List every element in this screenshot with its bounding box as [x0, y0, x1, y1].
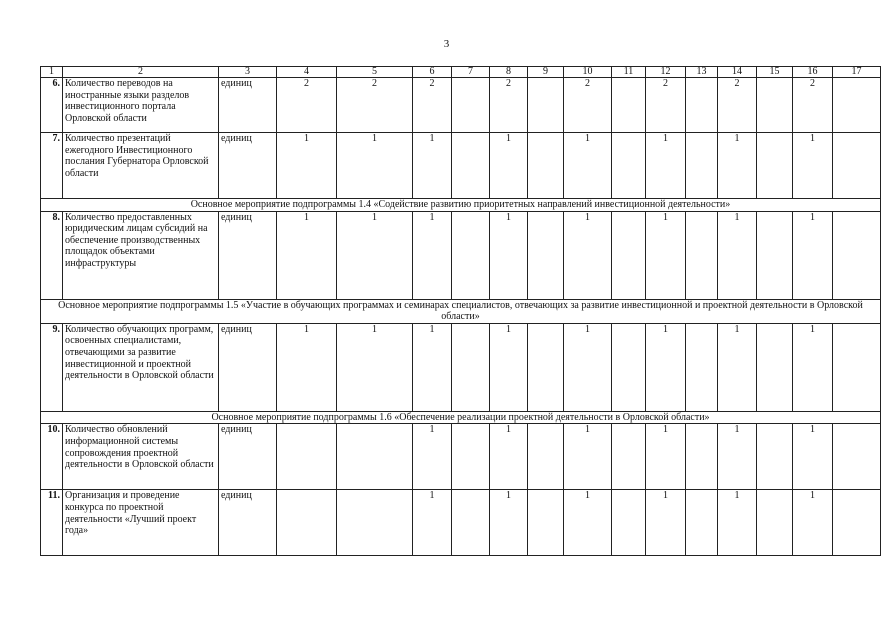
- indicator-name: Количество предоставленных юридическим лицам субсидий на обеспечение производственных площадок объектами инфраструктуры: [63, 211, 219, 299]
- value-cell: 1: [337, 211, 413, 299]
- indicator-name: Организация и проведение конкурса по проектной деятельности «Лучший проект года»: [63, 490, 219, 556]
- value-cell: 2: [564, 78, 612, 133]
- value-cell: 2: [337, 78, 413, 133]
- row-number: 7.: [41, 133, 63, 199]
- value-cell: 1: [413, 133, 452, 199]
- value-cell: 1: [564, 424, 612, 490]
- value-cell: [757, 424, 793, 490]
- row-number: 10.: [41, 424, 63, 490]
- value-cell: 1: [718, 490, 757, 556]
- value-cell: [528, 323, 564, 411]
- column-number: 13: [686, 67, 718, 78]
- unit-of-measure: единиц: [219, 323, 277, 411]
- value-cell: [612, 78, 646, 133]
- value-cell: 1: [564, 133, 612, 199]
- value-cell: [686, 78, 718, 133]
- value-cell: 1: [413, 424, 452, 490]
- indicators-table: [40, 66, 881, 556]
- value-cell: 1: [793, 424, 833, 490]
- unit-of-measure: единиц: [219, 490, 277, 556]
- value-cell: 1: [564, 490, 612, 556]
- value-cell: [686, 133, 718, 199]
- value-cell: [612, 211, 646, 299]
- section-heading-row: [41, 411, 881, 424]
- table-row: [41, 323, 881, 411]
- column-number: 9: [528, 67, 564, 78]
- value-cell: 1: [413, 323, 452, 411]
- value-cell: 1: [490, 424, 528, 490]
- value-cell: [833, 424, 881, 490]
- value-cell: [452, 323, 490, 411]
- section-heading: Основное мероприятие подпрограммы 1.5 «Участие в обучающих программах и семинарах специалистов, отвечающих за развитие инвестиционной и проектной деятельности в Орловской области»: [41, 299, 881, 323]
- value-cell: 1: [793, 211, 833, 299]
- value-cell: 1: [490, 133, 528, 199]
- value-cell: [452, 490, 490, 556]
- column-number: 3: [219, 67, 277, 78]
- value-cell: [452, 211, 490, 299]
- value-cell: 1: [277, 133, 337, 199]
- row-number: 8.: [41, 211, 63, 299]
- value-cell: [337, 424, 413, 490]
- unit-of-measure: единиц: [219, 133, 277, 199]
- value-cell: 1: [793, 133, 833, 199]
- value-cell: [833, 490, 881, 556]
- value-cell: 1: [646, 424, 686, 490]
- value-cell: 2: [413, 78, 452, 133]
- section-heading: Основное мероприятие подпрограммы 1.6 «Обеспечение реализации проектной деятельности в Орловской области»: [41, 411, 881, 424]
- value-cell: [833, 133, 881, 199]
- unit-of-measure: единиц: [219, 211, 277, 299]
- page-number: 3: [443, 38, 450, 50]
- value-cell: [686, 211, 718, 299]
- indicator-name: Количество переводов на иностранные языки разделов инвестиционного портала Орловской области: [63, 78, 219, 133]
- value-cell: [528, 490, 564, 556]
- value-cell: [612, 323, 646, 411]
- value-cell: [528, 424, 564, 490]
- value-cell: [833, 78, 881, 133]
- value-cell: [833, 211, 881, 299]
- unit-of-measure: единиц: [219, 424, 277, 490]
- value-cell: 2: [490, 78, 528, 133]
- column-number: 17: [833, 67, 881, 78]
- value-cell: 1: [718, 133, 757, 199]
- value-cell: [612, 424, 646, 490]
- value-cell: 2: [793, 78, 833, 133]
- value-cell: 1: [646, 133, 686, 199]
- column-number: 11: [612, 67, 646, 78]
- value-cell: [452, 424, 490, 490]
- indicator-name: Количество презентаций ежегодного Инвестиционного послания Губернатора Орловской области: [63, 133, 219, 199]
- value-cell: [757, 78, 793, 133]
- value-cell: [277, 490, 337, 556]
- value-cell: [757, 323, 793, 411]
- value-cell: [612, 133, 646, 199]
- value-cell: [528, 78, 564, 133]
- column-number: 10: [564, 67, 612, 78]
- value-cell: 1: [646, 490, 686, 556]
- value-cell: [452, 78, 490, 133]
- row-number: 9.: [41, 323, 63, 411]
- value-cell: 1: [413, 490, 452, 556]
- section-heading-row: [41, 299, 881, 323]
- value-cell: [757, 490, 793, 556]
- value-cell: 1: [337, 323, 413, 411]
- column-number: 6: [413, 67, 452, 78]
- value-cell: [528, 133, 564, 199]
- value-cell: 2: [718, 78, 757, 133]
- table-row: [41, 424, 881, 490]
- value-cell: 1: [490, 490, 528, 556]
- column-number: 5: [337, 67, 413, 78]
- value-cell: 1: [646, 323, 686, 411]
- column-number: 15: [757, 67, 793, 78]
- value-cell: 1: [277, 211, 337, 299]
- value-cell: 1: [277, 323, 337, 411]
- column-number: 14: [718, 67, 757, 78]
- value-cell: [686, 490, 718, 556]
- indicator-name: Количество обновлений информационной системы сопровождения проектной деятельности в Орловской области: [63, 424, 219, 490]
- table-row: [41, 211, 881, 299]
- value-cell: [277, 424, 337, 490]
- value-cell: [757, 133, 793, 199]
- value-cell: 1: [490, 211, 528, 299]
- row-number: 6.: [41, 78, 63, 133]
- column-number: 7: [452, 67, 490, 78]
- column-number: 16: [793, 67, 833, 78]
- value-cell: [757, 211, 793, 299]
- table-row: [41, 490, 881, 556]
- column-number: 4: [277, 67, 337, 78]
- value-cell: [686, 424, 718, 490]
- value-cell: 1: [718, 211, 757, 299]
- value-cell: [452, 133, 490, 199]
- column-number: 8: [490, 67, 528, 78]
- value-cell: 2: [277, 78, 337, 133]
- value-cell: 1: [793, 490, 833, 556]
- column-number-row: [41, 67, 881, 78]
- value-cell: 1: [646, 211, 686, 299]
- value-cell: 1: [337, 133, 413, 199]
- section-heading-row: [41, 199, 881, 212]
- column-number: 12: [646, 67, 686, 78]
- value-cell: 2: [646, 78, 686, 133]
- value-cell: 1: [490, 323, 528, 411]
- table-row: [41, 78, 881, 133]
- value-cell: [686, 323, 718, 411]
- row-number: 11.: [41, 490, 63, 556]
- value-cell: [612, 490, 646, 556]
- value-cell: 1: [564, 211, 612, 299]
- value-cell: [833, 323, 881, 411]
- column-number: 2: [63, 67, 219, 78]
- value-cell: 1: [413, 211, 452, 299]
- value-cell: 1: [564, 323, 612, 411]
- value-cell: [528, 211, 564, 299]
- unit-of-measure: единиц: [219, 78, 277, 133]
- column-number: 1: [41, 67, 63, 78]
- value-cell: 1: [718, 424, 757, 490]
- value-cell: [337, 490, 413, 556]
- table-row: [41, 133, 881, 199]
- value-cell: 1: [793, 323, 833, 411]
- value-cell: 1: [718, 323, 757, 411]
- indicator-name: Количество обучающих программ, освоенных специалистами, отвечающими за развитие инвестиционной и проектной деятельности в Орловской области: [63, 323, 219, 411]
- section-heading: Основное мероприятие подпрограммы 1.4 «Содействие развитию приоритетных направлений инвестиционной деятельности»: [41, 199, 881, 212]
